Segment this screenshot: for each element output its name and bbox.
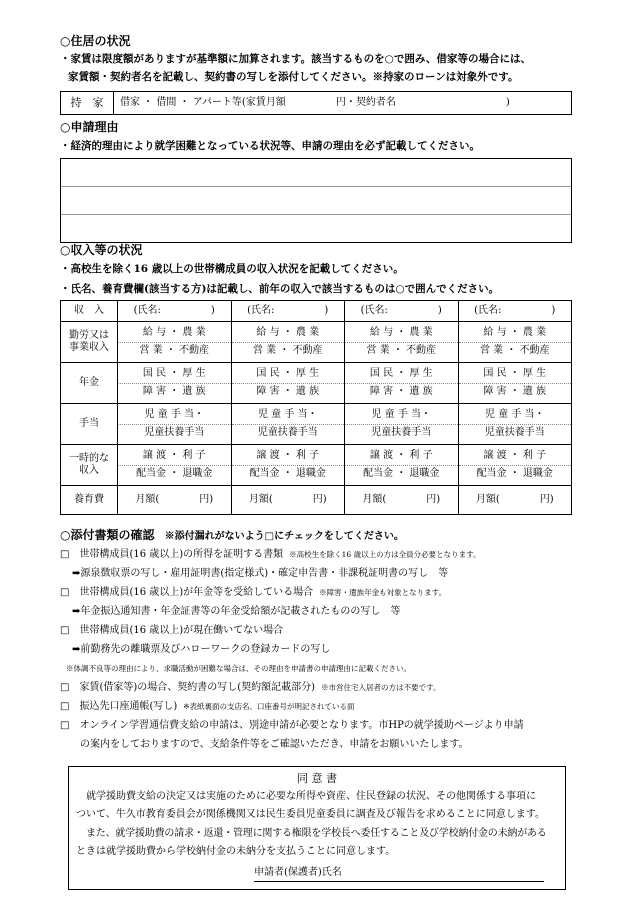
income-option-cell[interactable] xyxy=(345,322,459,363)
child-support-label: 養育費 xyxy=(61,486,118,515)
doc-item-text: □ オンライン学習通信費支給の申請は、別途申請が必要となります。市HPの就学援助ページより申請 xyxy=(60,720,524,731)
consent-p4: ときは就学援助費から学校納付金の未納分を支払うことに同意します。 xyxy=(76,846,396,857)
income-option-line: 給 与 ・ 農 業 xyxy=(256,327,320,338)
doc-item-text: □ 世帯構成員(16 歳以上)が年金等を受給している場合 xyxy=(60,587,314,598)
income-row-label-line: 収入 xyxy=(79,465,99,476)
income-option-cell[interactable] xyxy=(458,404,572,445)
doc-item[interactable] xyxy=(60,624,283,638)
income-note-1: ・高校生を除く16 歳以上の世帯構成員の収入状況を記載してください。 xyxy=(60,263,404,275)
child-support-cell[interactable]: 月額( 円) xyxy=(118,486,232,515)
doc-item-text: ➡年金振込通知書・年金証書等の年金受給額が記載されたものの写し 等 xyxy=(72,606,401,617)
income-option-line: 譲 渡 ・ 利 子 xyxy=(142,450,206,461)
reason-input-area[interactable] xyxy=(60,158,572,243)
doc-item-text: ➡源泉徴収票の写し・雇用証明書(指定様式)・確定申告書・非課税証明書の写し 等 xyxy=(72,568,449,579)
reason-note: ・経済的理由により就学困難となっている状況等、申請の理由を必ず記載してください。 xyxy=(60,140,480,152)
income-option-line: 譲 渡 ・ 利 子 xyxy=(483,450,547,461)
child-support-cell[interactable]: 月額( 円) xyxy=(345,486,459,515)
income-option-line: 障 害 ・ 遺 族 xyxy=(369,385,433,397)
income-option-line: 配当金 ・ 退職金 xyxy=(249,467,326,479)
doc-item-text: の案内をしておりますので、支給条件等をご確認いただき、申請をお願いいたします。 xyxy=(80,739,469,750)
income-row-label-line: 年金 xyxy=(79,376,99,388)
income-option-line: 給 与 ・ 農 業 xyxy=(483,327,547,338)
income-header-label: 収 入 xyxy=(61,301,118,322)
income-row-label xyxy=(61,404,118,445)
income-option-line: 児童扶養手当 xyxy=(144,426,205,438)
income-option-cell[interactable] xyxy=(458,445,572,486)
income-option-cell[interactable] xyxy=(118,322,232,363)
income-option-line: 障 害 ・ 遺 族 xyxy=(142,385,206,397)
docs-heading-title: ○添付書類の確認 xyxy=(60,528,155,542)
housing-heading: ○住居の状況 xyxy=(60,34,131,48)
name-cell[interactable]: (氏名: ) xyxy=(118,301,232,322)
income-option-line: 児童扶養手当 xyxy=(371,426,432,438)
income-option-cell[interactable] xyxy=(118,363,232,404)
doc-item-text: □ 家賃(借家等)の場合、契約書の写し(契約額記載部分) xyxy=(60,682,316,693)
income-option-line: 障 害 ・ 遺 族 xyxy=(483,385,547,397)
doc-item xyxy=(80,738,469,752)
income-option-line: 配当金 ・ 退職金 xyxy=(363,467,440,479)
income-option-cell[interactable] xyxy=(345,363,459,404)
income-option-cell[interactable] xyxy=(458,322,572,363)
income-row-label xyxy=(61,445,118,486)
income-option-cell[interactable] xyxy=(345,445,459,486)
income-option-line: 児 童 手 当・ xyxy=(484,409,545,420)
reason-heading: ○申請理由 xyxy=(60,120,119,134)
doc-item-note: ※市営住宅入居者の方は不要です。 xyxy=(321,683,441,692)
doc-item-text: ※体調不良等の理由により、求職活動が困難な場合は、その理由を申請書の申請理由に記載ください。 xyxy=(66,664,411,673)
doc-item-note: ※障害・遺族年金も対象となります。 xyxy=(319,588,447,597)
income-option-line: 障 害 ・ 遺 族 xyxy=(256,385,320,397)
income-header-row xyxy=(61,301,572,322)
doc-item-text: □ 振込先口座通帳(写し) xyxy=(60,701,178,712)
income-row-label-line: 一時的な xyxy=(69,452,109,464)
name-cell[interactable]: (氏名: ) xyxy=(458,301,572,322)
income-option-line: 児 童 手 当・ xyxy=(144,409,205,420)
income-option-line: 営 業 ・ 不動産 xyxy=(252,344,323,356)
child-support-cell[interactable]: 月額( 円) xyxy=(231,486,345,515)
child-support-cell[interactable]: 月額( 円) xyxy=(458,486,572,515)
income-option-line: 国 民 ・ 厚 生 xyxy=(483,368,547,379)
consent-box xyxy=(68,766,566,890)
income-row-label xyxy=(61,322,118,363)
income-table xyxy=(60,300,572,515)
income-option-line: 譲 渡 ・ 利 子 xyxy=(369,450,433,461)
income-option-line: 譲 渡 ・ 利 子 xyxy=(256,450,320,461)
doc-item-note: ※高校生を除く16 歳以上の方は全員分必要となります。 xyxy=(289,550,481,559)
doc-item-text: □ 世帯構成員(16 歳以上)の所得を証明する書類 xyxy=(60,549,284,560)
income-option-line: 児 童 手 当・ xyxy=(257,409,318,420)
income-option-cell[interactable] xyxy=(345,404,459,445)
doc-item[interactable] xyxy=(60,681,440,695)
doc-item[interactable] xyxy=(60,548,480,562)
doc-item[interactable] xyxy=(60,719,524,733)
consent-title: 同 意 書 xyxy=(297,772,337,785)
consent-sign-label: 申請者(保護者)氏名 xyxy=(254,867,342,878)
consent-sign-line[interactable] xyxy=(254,881,544,882)
consent-p2: ついて、牛久市教育委員会が関係機関又は民生委員児童委員に調査及び報告を求めることに同意します。 xyxy=(76,809,545,820)
housing-note-1: ・家賃は限度額がありますが基準額に加算されます。該当するものを○で囲み、借家等の場合には、 xyxy=(60,53,531,65)
doc-item[interactable] xyxy=(60,700,355,714)
doc-item xyxy=(72,605,400,619)
docs-heading-note: ※添付漏れがないよう□にチェックをしてください。 xyxy=(164,531,404,542)
income-option-line: 給 与 ・ 農 業 xyxy=(142,327,206,338)
income-row-label-line: 勤労又は xyxy=(69,329,109,341)
income-heading: ○収入等の状況 xyxy=(60,243,143,257)
docs-heading xyxy=(60,528,404,544)
consent-p3: また、就学援助費の請求・返還・管理に関する権限を学校長へ委任すること及び学校納付金の未納がある xyxy=(86,828,547,839)
income-row-label-line: 手当 xyxy=(79,417,99,429)
income-option-line: 国 民 ・ 厚 生 xyxy=(142,368,206,379)
income-row xyxy=(61,363,572,404)
doc-item xyxy=(72,567,448,581)
doc-item[interactable] xyxy=(60,586,446,600)
income-option-line: 児童扶養手当 xyxy=(484,426,545,438)
income-option-cell[interactable] xyxy=(231,404,345,445)
income-option-line: 国 民 ・ 厚 生 xyxy=(369,368,433,379)
income-row xyxy=(61,445,572,486)
income-row-label-line: 事業収入 xyxy=(69,342,109,353)
doc-item xyxy=(66,664,411,673)
housing-note-2: 家賃額・契約者名を記載し、契約書の写しを添付してください。※持家のローンは対象外です。 xyxy=(68,71,519,83)
income-option-line: 児童扶養手当 xyxy=(257,426,318,438)
income-option-cell[interactable] xyxy=(231,363,345,404)
income-row xyxy=(61,404,572,445)
housing-table xyxy=(60,91,572,115)
consent-p1: 就学援助費支給の決定又は実施のために必要な所得や資産、住民登録の状況、その他関係する事項に xyxy=(86,791,536,802)
income-option-cell[interactable] xyxy=(231,322,345,363)
rent-cell[interactable]: 借家 ・ 借間 ・ アパート等(家賃月額 円・契約者名 ) xyxy=(114,92,572,115)
name-cell[interactable]: (氏名: ) xyxy=(345,301,459,322)
doc-item-text: ➡前勤務先の離職票及びハローワークの登録カードの写し xyxy=(72,644,331,655)
income-option-cell[interactable] xyxy=(458,363,572,404)
doc-item-note: ※表紙裏面の支店名、口座番号が明記されている面 xyxy=(183,702,355,711)
income-note-2: ・氏名、養育費欄(該当する方)は記載し、前年の収入で該当するものは○で囲んでください。 xyxy=(60,283,500,295)
doc-item xyxy=(72,643,330,657)
income-option-line: 配当金 ・ 退職金 xyxy=(136,467,213,479)
child-support-row xyxy=(61,486,572,515)
income-option-line: 営 業 ・ 不動産 xyxy=(366,344,437,356)
income-option-line: 営 業 ・ 不動産 xyxy=(479,344,550,356)
name-cell[interactable]: (氏名: ) xyxy=(231,301,345,322)
income-row xyxy=(61,322,572,363)
income-option-line: 国 民 ・ 厚 生 xyxy=(256,368,320,379)
income-option-cell[interactable] xyxy=(118,404,232,445)
income-option-cell[interactable] xyxy=(231,445,345,486)
income-option-cell[interactable] xyxy=(118,445,232,486)
income-option-line: 配当金 ・ 退職金 xyxy=(476,467,553,479)
own-home-cell[interactable]: 持 家 xyxy=(61,92,114,115)
doc-item-text: □ 世帯構成員(16 歳以上)が現在働いてない場合 xyxy=(60,625,284,636)
income-option-line: 営 業 ・ 不動産 xyxy=(139,344,210,356)
income-row-label xyxy=(61,363,118,404)
income-option-line: 児 童 手 当・ xyxy=(371,409,432,420)
income-option-line: 給 与 ・ 農 業 xyxy=(369,327,433,338)
